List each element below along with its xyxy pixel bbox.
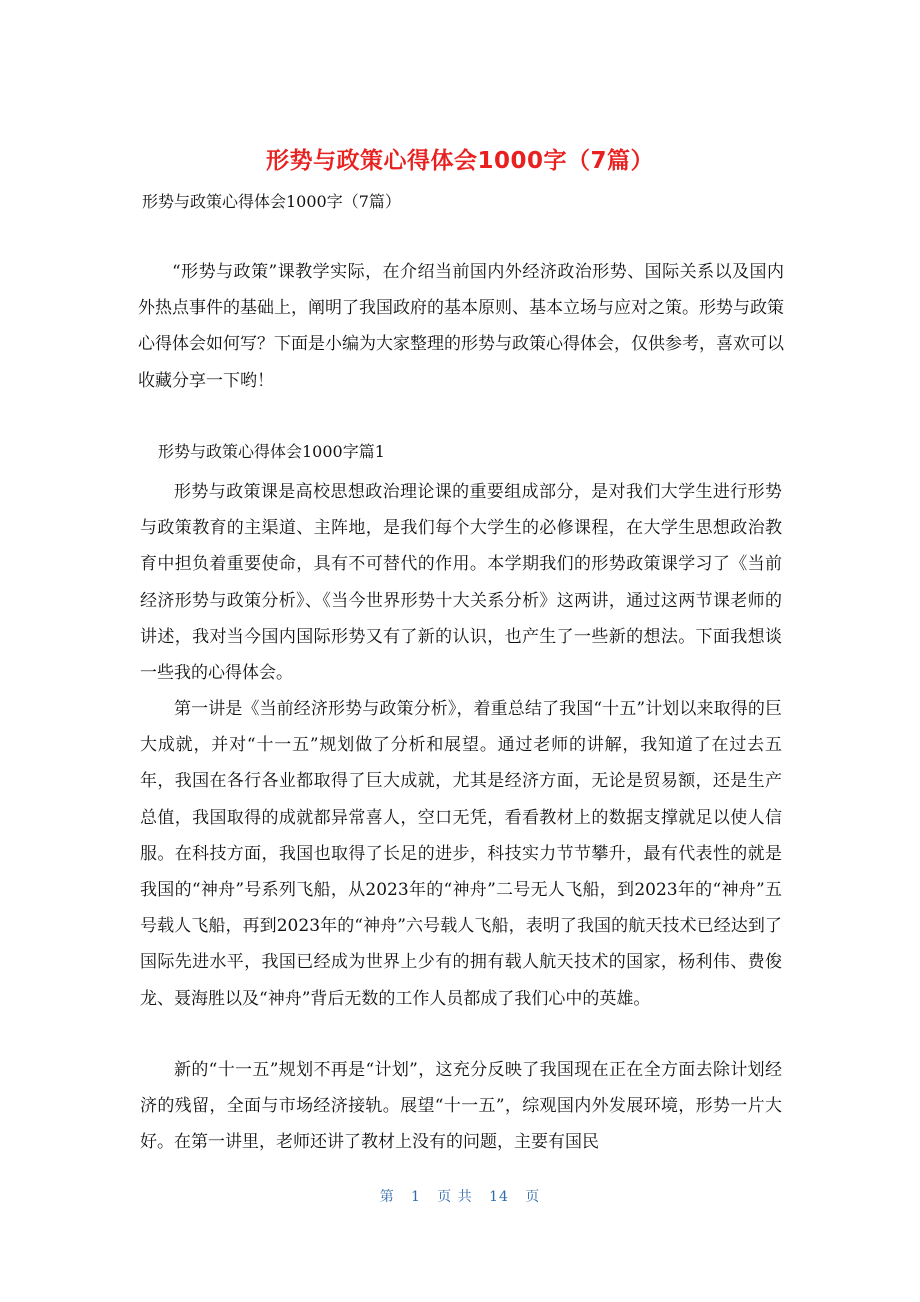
body-paragraph-1: 形势与政策课是高校思想政治理论课的重要组成部分，是对我们大学生进行形势与政策教育的主渠道、主阵地，是我们每个大学生的必修课程，在大学生思想政治教育中担负着重要使命，具有不可替代的作用。本学期我们的形势政策课学习了《当前经济形势与政策分析》、《当今世界形势十大关系分析》这两讲，通过这两节课老师的讲述，我对当今国内国际形势又有了新的认识，也产生了一些新的想法。下面我想谈一些我的心得体会。	[140, 482, 782, 684]
section-heading: 形势与政策心得体会1000字篇1	[158, 442, 385, 461]
body-paragraph-3: 新的“十一五”规划不再是“计划”，这充分反映了我国现在正在全方面去除计划经济的残留，全面与市场经济接轨。展望“十一五”，综观国内外发展环境，形势一片大好。在第一讲里，老师还讲了教材上没有的问题，主要有国民	[140, 1060, 782, 1153]
document-subtitle: 形势与政策心得体会1000字（7篇）	[142, 192, 401, 211]
body-paragraph-2: 第一讲是《当前经济形势与政策分析》，着重总结了我国“十五”计划以来取得的巨大成就，并对“十一五”规划做了分析和展望。通过老师的讲解，我知道了在过去五年，我国在各行各业都取得了巨大成就，尤其是经济方面，无论是贸易额，还是生产总值，我国取得的成就都异常喜人，空口无凭，看看教材上的数据支撑就足以使人信服。在科技方面，我国也取得了长足的进步，科技实力节节攀升，最有代表性的就是我国的“神舟”号系列飞船，从2023年的“神舟”二号无人飞船，到2023年的“神舟”五号载人飞船，再到2023年的“神舟”六号载人飞船，表明了我国的航天技术已经达到了国际先进水平，我国已经成为世界上少有的拥有载人航天技术的国家，杨利伟、费俊龙、聂海胜以及“神舟”背后无数的工作人员都成了我们心中的英雄。	[140, 699, 782, 1009]
intro-paragraph: “形势与政策”课教学实际，在介绍当前国内外经济政治形势、国际关系以及国内外热点事件的基础上，阐明了我国政府的基本原则、基本立场与应对之策。形势与政策心得体会如何写？下面是小编为大家整理的形势与政策心得体会，仅供参考，喜欢可以收藏分享一下哟！	[138, 262, 784, 391]
document-title: 形势与政策心得体会1000字（7篇）	[265, 148, 655, 174]
page-footer: 第 1 页 共 14 页	[379, 1189, 541, 1205]
